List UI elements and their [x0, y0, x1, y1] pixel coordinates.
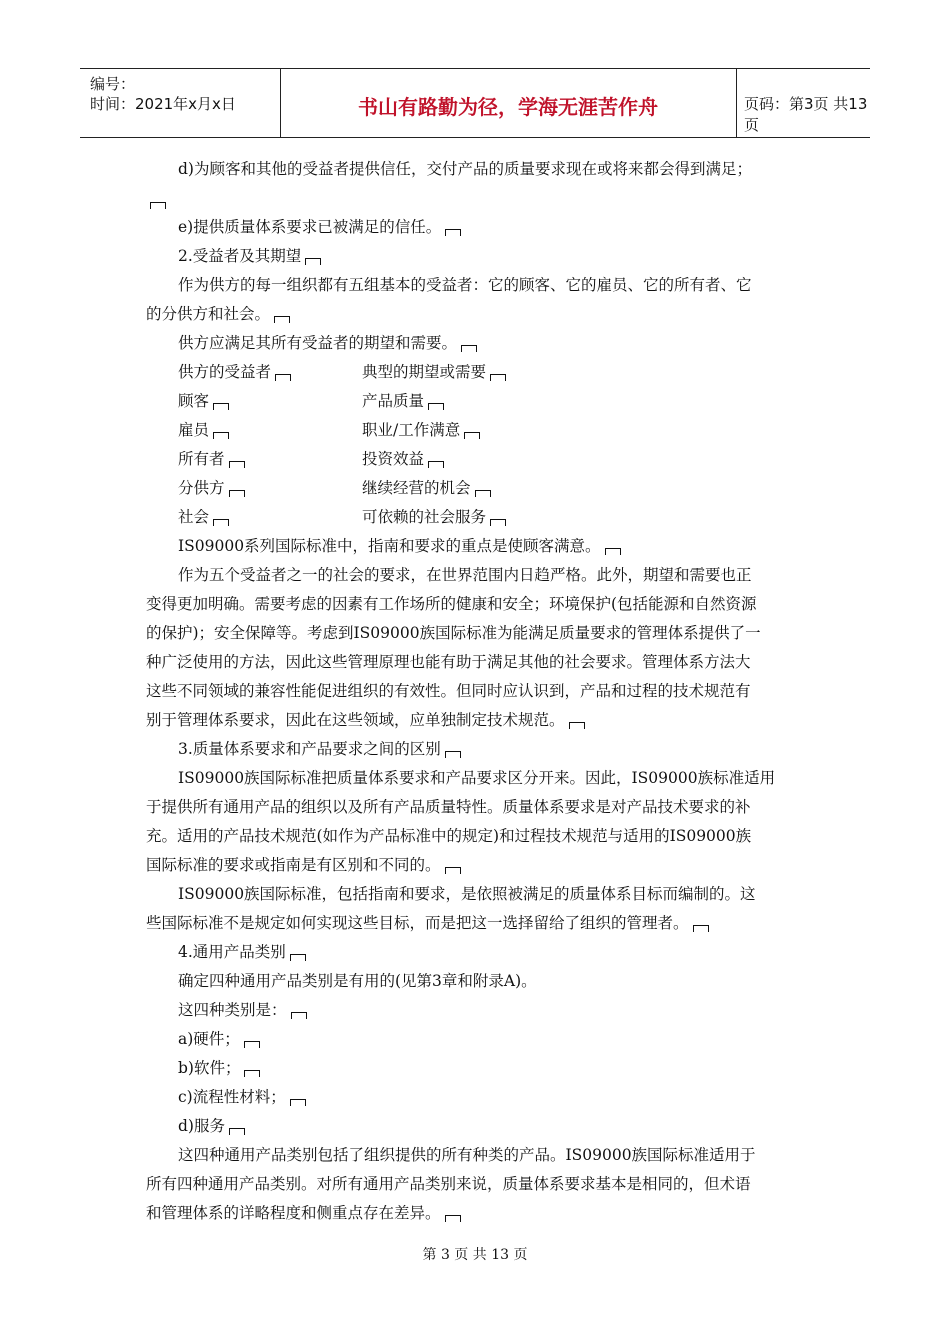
paragraph-line: 充。适用的产品技术规范(如作为产品标准中的规定)和过程技术规范与适用的IS09000族 [146, 827, 752, 845]
list-item-a: a)硬件； [178, 1027, 260, 1049]
table-cell: 社会 [178, 505, 229, 527]
page-footer: 第 3 页 共 13 页 [422, 1247, 528, 1263]
paragraph-line: 所有四种通用产品类别。对所有通用产品类别来说，质量体系要求基本是相同的，但术语 [146, 1175, 751, 1193]
list-item-b: b)软件； [178, 1056, 260, 1078]
table-cell: 投资效益 [362, 447, 444, 469]
table-cell: 产品质量 [362, 389, 444, 411]
paragraph-line: IS09000族国际标准，包括指南和要求，是依照被满足的质量体系目标而编制的。这 [178, 885, 756, 903]
table-cell: 可依赖的社会服务 [362, 505, 506, 527]
paragraph-line: 的分供方和社会。 [146, 302, 290, 324]
section-heading: 2.受益者及其期望 [178, 244, 321, 266]
paragraph-line: 别于管理体系要求，因此在这些领域，应单独制定技术规范。 [146, 708, 585, 730]
header-motto-cell [280, 69, 737, 137]
table-header-cell: 供方的受益者 [178, 360, 291, 382]
list-item-d-service: d)服务 [178, 1114, 245, 1136]
serial-label: 编号： [90, 75, 136, 93]
paragraph-line: 确定四种通用产品类别是有用的(见第3章和附录A)。 [178, 972, 537, 990]
table-cell: 继续经营的机会 [362, 476, 491, 498]
table-cell: 顾客 [178, 389, 229, 411]
paragraph-line: 作为供方的每一组织都有五组基本的受益者：它的顾客、它的雇员、它的所有者、它 [178, 276, 752, 294]
paragraph-line: 这些不同领域的兼容性能促进组织的有效性。但同时应认识到，产品和过程的技术规范有 [146, 682, 751, 700]
paragraph-line: 这四种通用产品类别包括了组织提供的所有种类的产品。IS09000族国际标准适用于 [178, 1146, 756, 1164]
page-info: 页码：第3页 共13页 [744, 95, 868, 134]
table-cell: 职业/工作满意 [362, 418, 480, 440]
list-item-d: d)为顾客和其他的受益者提供信任，交付产品的质量要求现在或将来都会得到满足； [178, 160, 752, 178]
paragraph-line: 这四种类别是： [178, 998, 307, 1020]
paragraph-line: 供方应满足其所有受益者的期望和需要。 [178, 331, 477, 353]
paragraph-line: 的保护)；安全保障等。考虑到IS09000族国际标准为能满足质量要求的管理体系提供了一 [146, 624, 761, 642]
table-cell: 雇员 [178, 418, 229, 440]
table-cell: 分供方 [178, 476, 245, 498]
paragraph-line: 作为五个受益者之一的社会的要求，在世界范围内日趋严格。此外，期望和需要也正 [178, 566, 752, 584]
header-meta-cell [80, 69, 281, 137]
paragraph-line: IS09000族国际标准把质量体系要求和产品要求区分开来。因此，IS09000族标准适用 [178, 769, 776, 787]
paragraph-line: 些国际标准不是规定如何实现这些目标，而是把这一选择留给了组织的管理者。 [146, 911, 709, 933]
table-header-cell: 典型的期望或需要 [362, 360, 506, 382]
list-item-e: e)提供质量体系要求已被满足的信任。 [178, 215, 461, 237]
header-page-cell [736, 69, 870, 137]
paragraph-line: 于提供所有通用产品的组织以及所有产品质量特性。质量体系要求是对产品技术要求的补 [146, 798, 751, 816]
section-heading: 4.通用产品类别 [178, 940, 306, 962]
paragraph-line: 国际标准的要求或指南是有区别和不同的。 [146, 853, 461, 875]
section-heading: 3.质量体系要求和产品要求之间的区别 [178, 737, 461, 759]
table-cell: 所有者 [178, 447, 245, 469]
time-label: 时间：2021年x月x日 [90, 95, 236, 113]
paragraph-line: 种广泛使用的方法，因此这些管理原理也能有助于满足其他的社会要求。管理体系方法大 [146, 653, 751, 671]
motto: 书山有路勤为径，学海无涯苦作舟 [358, 95, 658, 119]
page-header [80, 68, 870, 138]
paragraph-line: 变得更加明确。需要考虑的因素有工作场所的健康和安全；环境保护(包括能源和自然资源 [146, 595, 757, 613]
paragraph-line: IS09000系列国际标准中，指南和要求的重点是使顾客满意。 [178, 534, 621, 556]
paragraph-line: 和管理体系的详略程度和侧重点存在差异。 [146, 1201, 461, 1223]
list-item-c: c)流程性材料； [178, 1085, 306, 1107]
paragraph-mark [146, 191, 166, 209]
